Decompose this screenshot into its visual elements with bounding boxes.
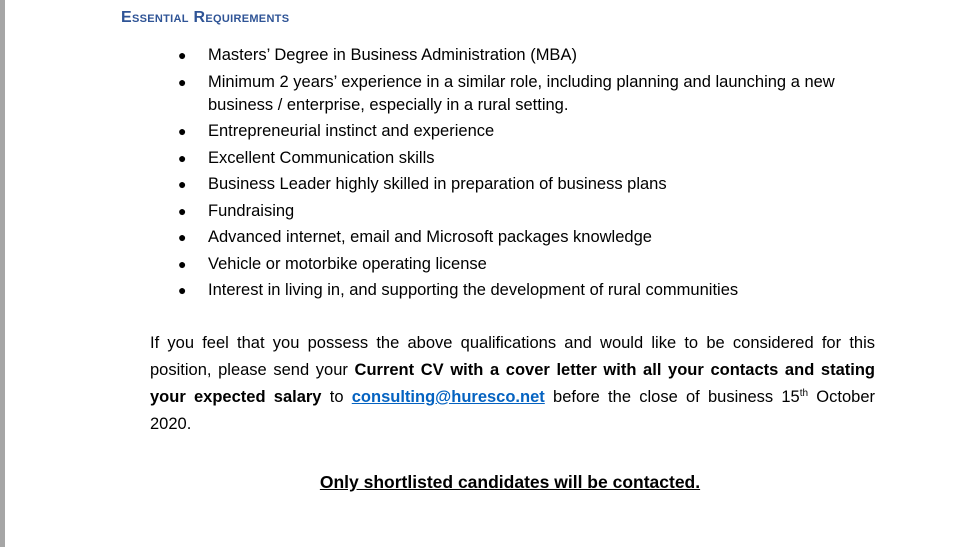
email-link[interactable]: consulting@huresco.net (351, 388, 545, 406)
bullet-icon: ● (178, 255, 187, 272)
application-instructions (150, 330, 875, 438)
bullet-icon: ● (178, 202, 187, 219)
list-item: ● Masters’ Degree in Business Administration (MBA) (178, 44, 878, 67)
list-item: ● Minimum 2 years’ experience in a similar role, including planning and launching a new business / enterprise, especially in a rural setting. (178, 72, 835, 114)
list-item: ● Fundraising (178, 200, 878, 223)
deadline-text: before the close of business 15 (544, 388, 800, 406)
bullet-icon: ● (178, 176, 187, 192)
bullet-icon: ● (178, 123, 187, 139)
list-item: ● Vehicle or motorbike operating license (178, 253, 878, 276)
bullet-icon: ● (178, 282, 187, 298)
deadline-date: October 2020. (150, 388, 875, 433)
bullet-icon: ● (178, 229, 187, 245)
instructions-bold: Current CV with a cover letter with all your contacts and stating your expected salary (150, 361, 875, 406)
list-item: ● Interest in living in, and supporting the development of rural communities (178, 279, 878, 302)
list-item: ● Excellent Communication skills (178, 147, 878, 170)
requirements-list (178, 44, 878, 306)
closing-note: Only shortlisted candidates will be contacted. (319, 472, 701, 492)
deadline-ordinal: th (799, 388, 809, 399)
bullet-icon: ● (178, 73, 187, 90)
instructions-to: to (321, 388, 352, 406)
list-item: ● Business Leader highly skilled in preparation of business plans (178, 173, 878, 196)
bullet-icon: ● (178, 47, 187, 63)
section-heading: Essential Requirements (121, 9, 290, 26)
list-item: ● Advanced internet, email and Microsoft packages knowledge (178, 226, 878, 249)
bullet-icon: ● (178, 149, 187, 166)
list-item: ● Entrepreneurial instinct and experience (178, 120, 878, 143)
instructions-intro: If you feel that you possess the above qualifications and would like to be considered for this position, please send your (150, 334, 875, 379)
